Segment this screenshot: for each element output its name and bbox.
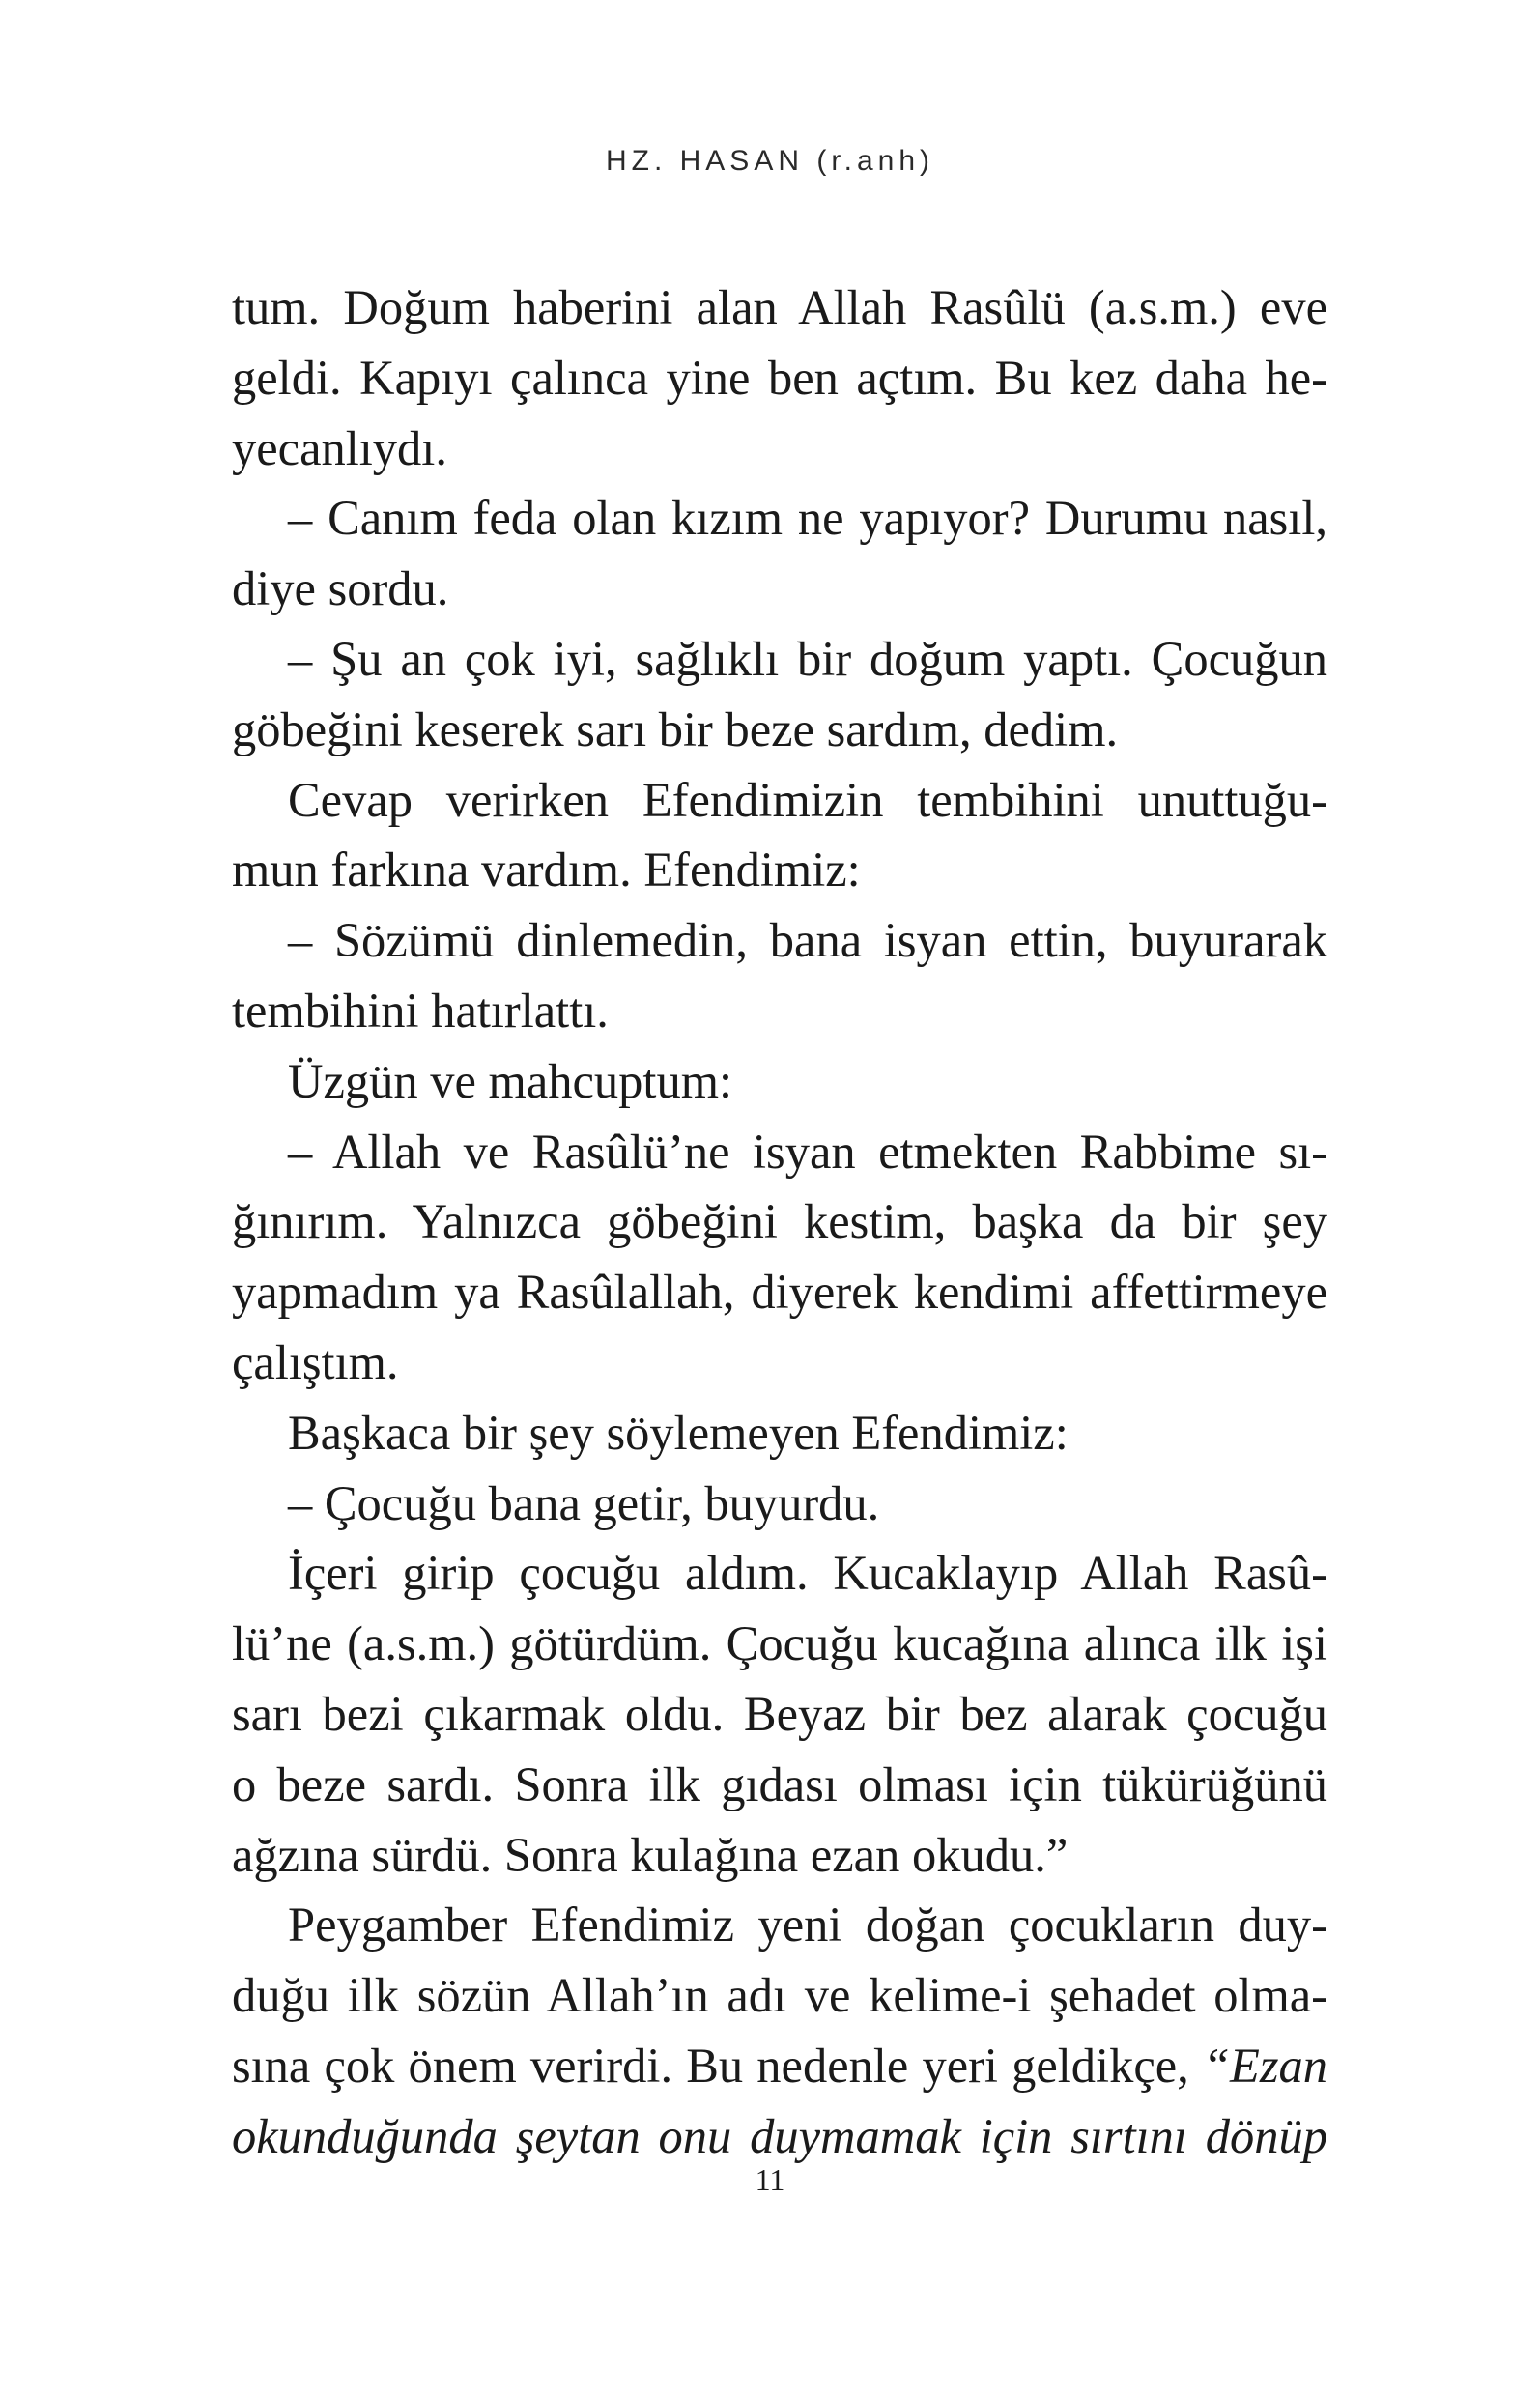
running-header: HZ. HASAN (r.anh)	[605, 145, 935, 177]
text-line: – Canım feda olan kızım ne yapıyor? Durumu nasıl,	[288, 491, 1327, 546]
text-line: – Şu an çok iyi, sağlıklı bir doğum yaptı. Çocuğun	[288, 631, 1327, 686]
text-line: lü’ne (a.s.m.) götürdüm. Çocuğu kucağına alınca ilk işi	[232, 1616, 1327, 1671]
text-line: İçeri girip çocuğu aldım. Kucaklayıp Allah Rasû-	[288, 1546, 1327, 1601]
text-line: Başkaca bir şey söylemeyen Efendimiz:	[288, 1405, 1069, 1460]
text-line: yecanlıydı.	[232, 420, 447, 475]
text-line: o beze sardı. Sonra ilk gıdası olması için tükürüğünü	[232, 1756, 1327, 1811]
text-line: – Çocuğu bana getir, buyurdu.	[288, 1475, 880, 1530]
text-line-roman: sına çok önem verirdi. Bu nedenle yeri geldikçe,	[232, 2038, 1189, 2093]
text-line: – Allah ve Rasûlü’ne isyan etmekten Rabbime sı-	[288, 1124, 1327, 1179]
text-line: diye sordu.	[232, 561, 449, 616]
body-text	[232, 272, 1327, 2172]
text-line: tembihini hatırlattı.	[232, 983, 609, 1038]
text-line: Peygamber Efendimiz yeni doğan çocukların duy-	[288, 1897, 1327, 1953]
text-line	[232, 2031, 1327, 2101]
text-line: geldi. Kapıyı çalınca yine ben açtım. Bu kez daha he-	[232, 350, 1327, 405]
text-line: sarı bezi çıkarmak oldu. Beyaz bir bez alarak çocuğu	[232, 1686, 1327, 1741]
text-line: mun farkına vardım. Efendimiz:	[232, 842, 861, 898]
text-line: yapmadım ya Rasûlallah, diyerek kendimi affettirmeye	[232, 1265, 1327, 1320]
text-line: çalıştım.	[232, 1334, 399, 1389]
text-line: ağzına sürdü. Sonra kulağına ezan okudu.”	[232, 1827, 1069, 1882]
text-line: Cevap verirken Efendimizin tembihini unuttuğu-	[288, 772, 1327, 827]
text-line-italic: “Ezan	[1202, 2038, 1327, 2093]
text-line: duğu ilk sözün Allah’ın adı ve kelime-i şehadet olma-	[232, 1968, 1327, 2023]
text-line: ğınırım. Yalnızca göbeğini kestim, başka da bir şey	[232, 1194, 1327, 1249]
page-number: 11	[755, 2162, 785, 2197]
text-line: – Sözümü dinlemedin, bana isyan ettin, buyurarak	[288, 913, 1327, 968]
text-line: göbeğini keserek sarı bir beze sardım, dedim.	[232, 701, 1119, 756]
text-line: okunduğunda şeytan onu duymamak için sırtını dönüp	[232, 2108, 1327, 2163]
text-line: Üzgün ve mahcuptum:	[288, 1053, 732, 1108]
text-line: tum. Doğum haberini alan Allah Rasûlü (a.s.m.) eve	[232, 280, 1327, 334]
